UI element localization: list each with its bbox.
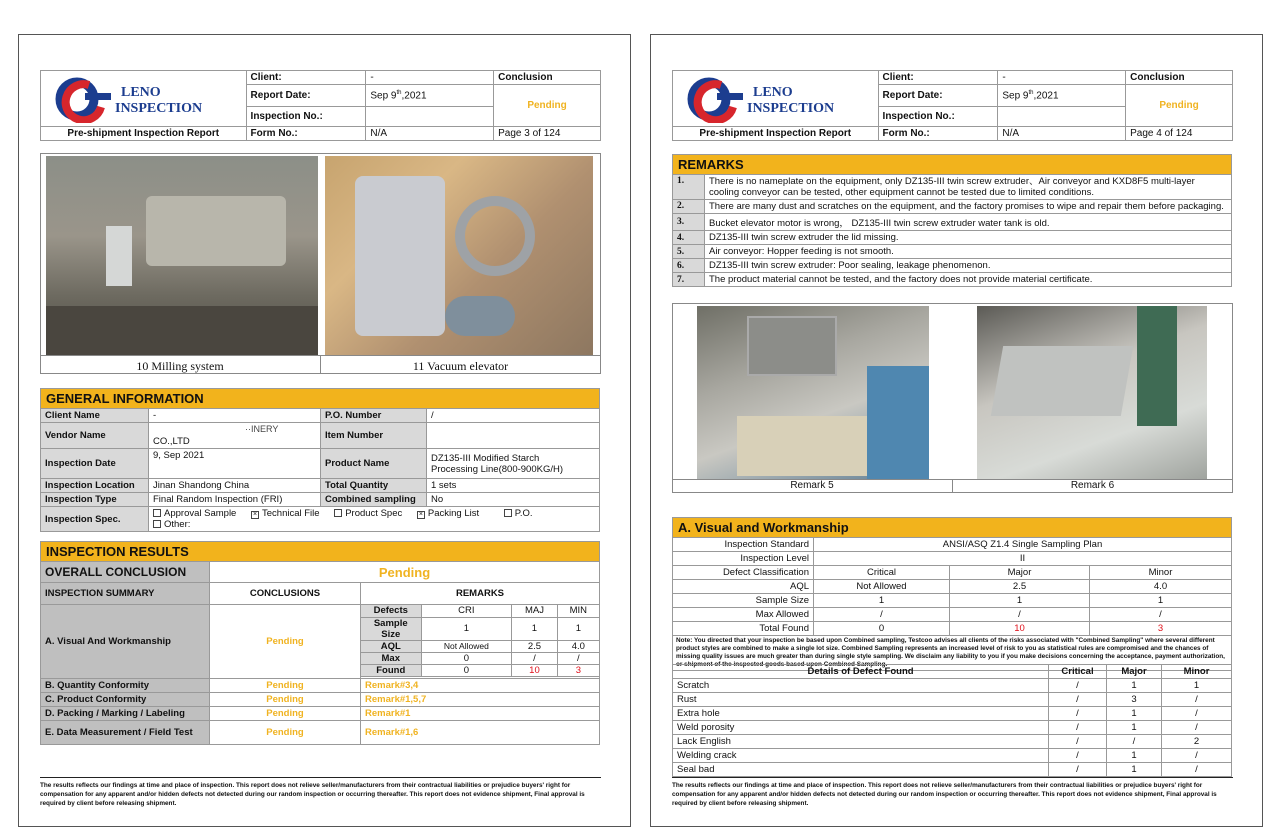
logo-cell xyxy=(41,71,247,127)
header-conclusion: Pending xyxy=(1126,85,1233,127)
remarks-table: REMARKS 1. There is no nameplate on the equipment, only DZ135-III twin screw extruder、Air conveyor and KXD8F5 multi-layer cooling conveyor can be tested, other equipment cannot be tested due to limited conditions. 2. There are many dust and scratches on the equipment, and the factory promises to wipe and repair them before packaging. 3. Bucket elevator motor is wrong， DZ135-III twin screw extruder water tank is old. 4. DZ135-III twin screw extruder the lid missing. 5. Air conveyor: Hopper feeding is not smooth. 6. DZ135-III twin screw extruder: Poor sealing, leakage phenomenon. 7. The product material cannot be tested, and the factory does not provide material certificate. xyxy=(672,154,1232,287)
vacuum-elevator-photo xyxy=(325,156,593,356)
report-header: LENO INSPECTION Client: - Conclusion Report Date: Sep 9th,2021 Pending Inspection No.: Pre-shipment Inspection Report Form No.: N/A Page 4 of 124 xyxy=(672,70,1233,141)
report-date: Sep 9th,2021 xyxy=(998,85,1126,107)
table-row: Welding crack / 1 / xyxy=(673,749,1232,763)
checkbox-checked[interactable]: × xyxy=(418,511,423,518)
page-label: Page 3 of 124 xyxy=(494,127,601,141)
svg-text:INSPECTION: INSPECTION xyxy=(115,101,203,116)
leno-logo-icon xyxy=(49,73,249,123)
general-information-table: GENERAL INFORMATION Client Name - P.O. Number / Vendor Name ··INERY CO.,LTD Item Number Inspection Date 9, Sep 2021 Product Name DZ135-III Modified Starch Processing Line(800-900KG/H) Inspection Location Jinan Shandong China Total Quantity 1 sets Inspection Type Final Random Inspection (FRI) Combined sampling No Inspection Spec. Approval Sample × Technical File Product Spec × Packing List P.O. Other: xyxy=(40,388,600,532)
svg-text:LENO: LENO xyxy=(121,85,161,100)
checkbox-checked[interactable]: × xyxy=(252,511,258,518)
leno-logo-icon xyxy=(681,73,881,123)
checkbox[interactable] xyxy=(334,509,342,517)
svg-text:LENO: LENO xyxy=(753,85,793,100)
section-title: A. Visual and Workmanship xyxy=(673,518,1232,538)
section-title: GENERAL INFORMATION xyxy=(41,389,600,409)
svg-text:INSPECTION: INSPECTION xyxy=(747,101,835,116)
table-row: Rust / 3 / xyxy=(673,693,1232,707)
section-title: INSPECTION RESULTS xyxy=(41,542,600,562)
disclaimer-footer: The results reflects our findings at time and place of inspection. This report does not relieve seller/manufacturers from their contractual liabilities or prejudice buyers' right for compensation for any apparent and/or hidden defects not detected during our random inspection or occurring thereafter. This report does not evidence shipment, Final approval is required by client before releasing shipment. xyxy=(40,777,601,808)
combined-sampling-note: Note: You directed that your inspection be based upon Combined sampling, Testcoo advises all clients of the risks associated with "Combined Sampling" where several different product styles are combined to make a single lot size. Combined Sampling represents an increased level of risk to you as statistical rules are compromised and the chances of missing quality issues are much greater than during single style sampling. We disclaim any liability to you if you make decisions concerning the acceptance, payment authorization, or shipment of the inspected goods based upon Combined Sampling. xyxy=(673,636,1232,671)
table-row: Seal bad / 1 / xyxy=(673,763,1232,777)
remark-5-photo xyxy=(697,306,929,480)
report-date: Sep 9th,2021 xyxy=(366,85,494,107)
header-conclusion: Pending xyxy=(494,85,601,127)
defect-details-table: Details of Defect Found Critical Major Minor Scratch / 1 1 Rust / 3 / Extra hole / 1 / Weld porosity / 1 / Lack English / / 2 Welding crack / 1 / Seal bad / 1 / xyxy=(672,664,1232,777)
logo-cell xyxy=(673,71,879,127)
photo-caption: Remark 5 xyxy=(790,480,834,491)
overall-conclusion: Pending xyxy=(210,562,600,583)
checkbox[interactable] xyxy=(153,520,161,528)
remark-6-photo xyxy=(977,306,1207,480)
milling-system-photo xyxy=(46,156,318,356)
table-row: Lack English / / 2 xyxy=(673,735,1232,749)
checkbox[interactable] xyxy=(504,509,512,517)
section-title: REMARKS xyxy=(673,155,1232,175)
disclaimer-footer: The results reflects our findings at time and place of inspection. This report does not relieve seller/manufacturers from their contractual liabilities or prejudice buyers' right for compensation for any apparent and/or hidden defects not detected during our random inspection or occurring thereafter. This report does not evidence shipment, Final approval is required by client before releasing shipment. xyxy=(672,777,1233,808)
page-label: Page 4 of 124 xyxy=(1126,127,1233,141)
report-page-3 xyxy=(18,34,631,827)
photo-caption: 10 Milling system xyxy=(136,359,224,373)
report-page-4 xyxy=(650,34,1263,827)
table-row: Extra hole / 1 / xyxy=(673,707,1232,721)
table-row: Scratch / 1 1 xyxy=(673,679,1232,693)
photo-caption: 11 Vacuum elevator xyxy=(412,359,509,373)
checkbox[interactable] xyxy=(153,509,161,517)
aql-table: Defects CRI MAJ MIN Sample Size 1 1 1 AQL Not Allowed 2.5 4.0 Max 0 / / Found 0 10 3 xyxy=(361,605,599,677)
report-header: LENO INSPECTION Client: - Conclusion Report Date: Sep 9th,2021 Pending Inspection No.: Pre-shipment Inspection Report Form No.: N/A Page 3 of 124 xyxy=(40,70,601,141)
table-row: Weld porosity / 1 / xyxy=(673,721,1232,735)
inspection-results-table: INSPECTION RESULTS OVERALL CONCLUSION Pending INSPECTION SUMMARY CONCLUSIONS REMARKS A. Visual And Workmanship Pending Defects CRI MAJ MIN Sample Size 1 1 1 AQL Not Allowed 2.5 4.0 Max 0 / / Found 0 10 3 B. Quantity Conformity Pending Remark#3,4 C. Product Conformity Pending Remark#1,5,7 D. Packing / Marking / Labeling Pending Remark#1 E. Data Measurement / Field Test Pending Remark#1,6 xyxy=(40,541,600,745)
photo-caption: Remark 6 xyxy=(1070,480,1115,491)
visual-workmanship-table: A. Visual and Workmanship Inspection Standard ANSI/ASQ Z1.4 Single Sampling Plan Inspection Level II Defect Classification Critical Major Minor AQL Not Allowed 2.5 4.0 Sample Size 1 1 1 Max Allowed / / / Total Found 0 10 3 Note: You directed that your inspection be based upon Combined sampling, Testcoo advises all clients of the risks associated with "Combined Sampling" where several different product styles are combined to make a single lot size. Combined Sampling represents an increased level of risk to you as statistical rules are compromised and the chances of missing quality issues are much greater than during single style sampling. We disclaim any liability to you if you make decisions concerning the acceptance, payment authorization, or shipment of the inspected goods based upon Combined Sampling. xyxy=(672,517,1232,671)
